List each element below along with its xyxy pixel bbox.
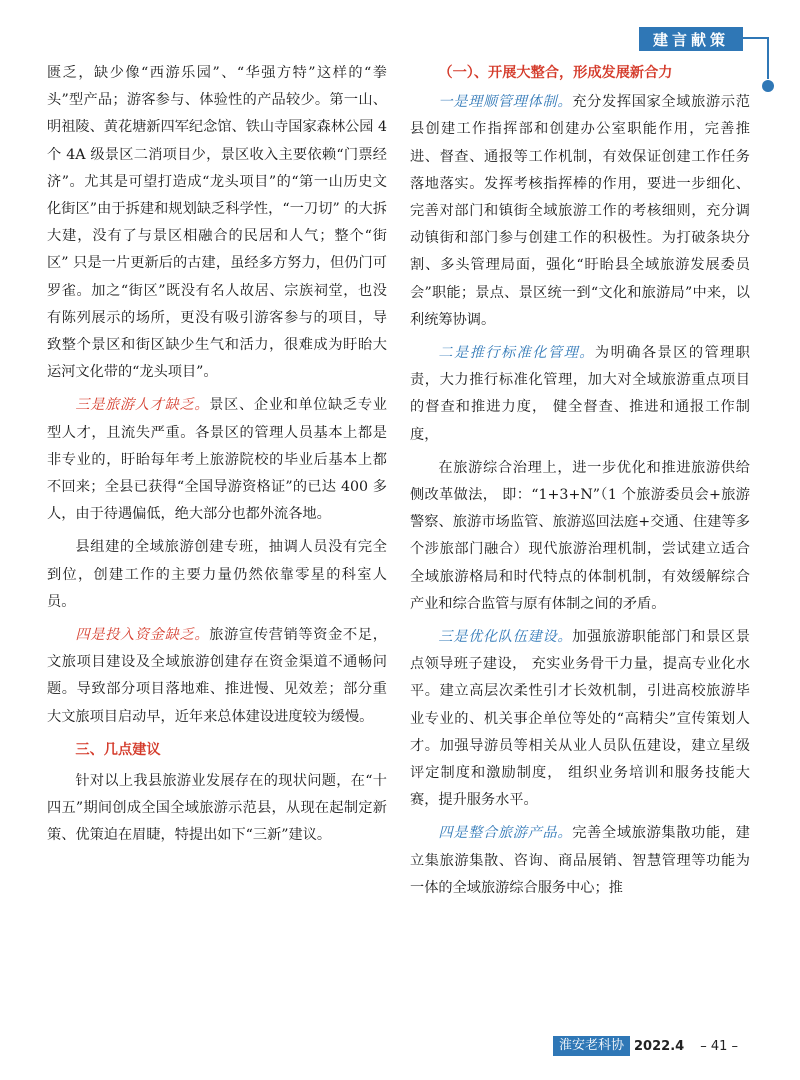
paragraph-right-5 [410,820,750,902]
page-footer [553,1036,738,1056]
paragraph-left-3: 县组建的全域旅游创建专班，抽调人员没有完全到位，创建工作的主要力量仍然依靠零星的科室人员。 [47,539,387,610]
tab-connector-dot [762,80,774,92]
paragraph-right-3: 在旅游综合治理上，进一步优化和推进旅游供给侧改革做法， 即：“1+3+N”（1 个旅游委员会+旅游警察、旅游市场监管、旅游巡回法庭+交通、住建等多个涉旅部门融合）现代旅游治理机制，尝试建立适合全域旅游格局和时代特点的体制机制，有效缓解综合产业和综合监管与原有体制之间的矛盾。 [410,459,750,612]
paragraph-right-2 [410,340,750,449]
point-four-heading: 四是投入资金缺乏。 [75,627,210,644]
item-one-heading: 一是理顺管理体制。 [438,94,573,111]
item-three-body: 加强旅游职能部门和景区景点领导班子建设， 充实业务骨干力量，提高专业化水平。建立高层次柔性引才长效机制，引进高校旅游毕业专业的、机关事企单位等处的“高精尖”宣传策划人才。加强导游员等相关从业人员队伍建设，建立星级评定制度和激励制度， 组织业务培训和服务技能大赛，提升服务水平。 [410,629,750,809]
paragraph-left-1: 匮乏，缺少像“西游乐园”、“华强方特”这样的“拳头”型产品；游客参与、体验性的产品较少。第一山、明祖陵、黄花塘新四军纪念馆、铁山寺国家森林公园 4 个 4A 级景区二消项目少，景区收入主要依赖“门票经济”。尤其是可望打造成“龙头项目”的“第一山历史文化街区”由于拆建和规划缺乏科学性，“一刀切” 的大拆大建，没有了与景区相融合的民居和人气；整个“街区” 只是一片更新后的古建，虽经多方努力，但仍门可罗雀。加之“街区”既没有名人故居、宗族祠堂，也没有陈列展示的场所，更没有吸引游客参与的项目，导致整个景区和街区缺少生气和活力，很难成为盱眙大运河文化带的“龙头项目”。 [47,65,387,381]
section-tab: 建言献策 [639,27,743,51]
point-three-heading: 三是旅游人才缺乏。 [75,397,210,414]
paragraph-left-4 [47,622,387,731]
right-column [410,60,750,908]
left-column [47,60,387,856]
paragraph-left-2 [47,392,387,528]
subsection-one-title: （一）、开展大整合，形成发展新合力 [438,65,673,81]
issue-number: 2022.4 [634,1038,685,1054]
item-two-heading: 二是推行标准化管理。 [438,345,595,362]
item-four-body: 完善全域旅游集散功能，建立集旅游集散、咨询、商品展销、智慧管理等功能为一体的全域旅游综合服务中心；推 [410,825,750,896]
paragraph-left-5: 针对以上我县旅游业发展存在的现状问题，在“十四五”期间创成全国全域旅游示范县，从现在起制定新策、优策迫在眉睫，特提出如下“三新”建议。 [47,773,387,844]
item-four-heading: 四是整合旅游产品。 [438,825,573,842]
item-three-heading: 三是优化队伍建设。 [438,629,573,646]
tab-connector-vertical [767,37,769,79]
magazine-name: 淮安老科协 [553,1036,630,1056]
item-one-body: 充分发挥国家全域旅游示范县创建工作指挥部和创建办公室职能作用，完善推进、督查、通报等工作机制，有效保证创建工作任务落地落实。发挥考核指挥棒的作用，要进一步细化、完善对部门和镇街全域旅游工作的考核细则，充分调动镇街和部门参与创建工作的积极性。为打破条块分割、多头管理局面，强化“盱眙县全域旅游发展委员会”职能；景点、景区统一到“文化和旅游局”中来，以利统筹协调。 [410,94,750,328]
item-two-body: 为明确各景区的管理职责，大力推行标准化管理，加大对全域旅游重点项目的督查和推进力度， 健全督查、推进和通报工作制度， [410,345,750,443]
page-number: – 41 – [700,1038,738,1054]
point-four-body: 旅游宣传营销等资金不足，文旅项目建设及全域旅游创建存在资金渠道不通畅问题。导致部分项目落地难、推进慢、见效差；部分重大文旅项目启动早，近年来总体建设进度较为缓慢。 [47,627,387,725]
paragraph-right-4 [410,624,750,814]
point-three-body: 景区、企业和单位缺乏专业型人才，且流失严重。各景区的管理人员基本上都是非专业的，盱眙每年考上旅游院校的毕业后基本上都不回来；全县已获得“全国导游资格证”的已达 400 多人，由于待遇偏低，绝大部分也都外流各地。 [47,397,387,523]
section-three-title: 三、几点建议 [75,741,161,758]
tab-connector-horizontal [743,37,769,39]
paragraph-right-1 [410,89,750,334]
